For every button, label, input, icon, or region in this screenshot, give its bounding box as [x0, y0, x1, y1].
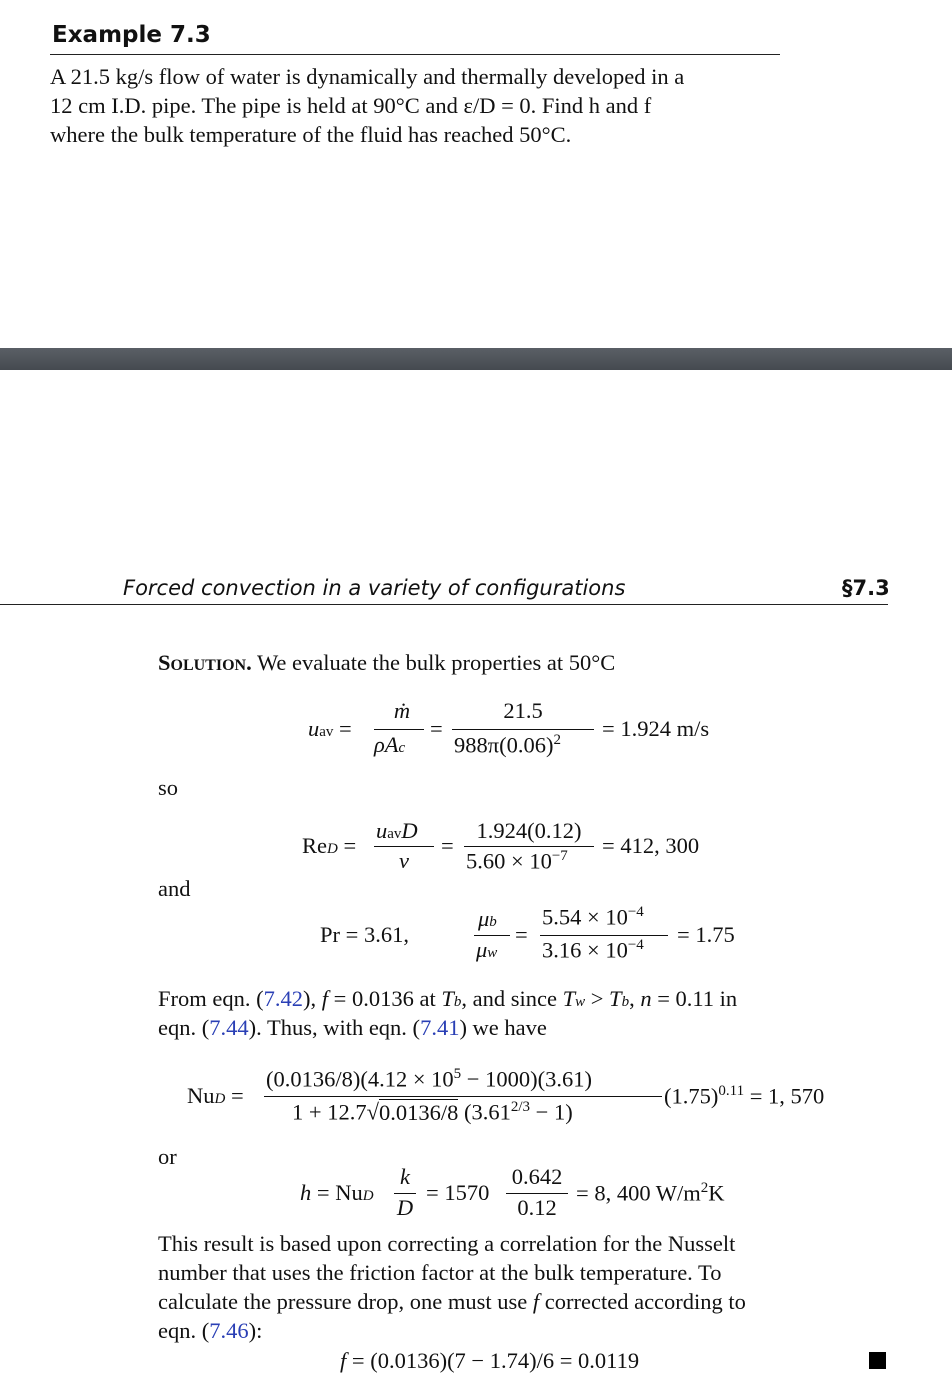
- pr-frac2-den: $3.16 \times 10^{-4}$: [542, 937, 644, 963]
- h-mid: = 1570: [426, 1180, 490, 1205]
- equation-f: f = (0.0136)(7 − 1.74)/6 = 0.0119: [340, 1348, 640, 1373]
- h-result: = 8, 400 $W/m^2K$: [576, 1180, 725, 1206]
- nu-lhs-sub: D: [214, 1091, 226, 1107]
- re-result: = 412, 300: [602, 833, 700, 858]
- nu-frac-bar: [264, 1096, 662, 1097]
- ref-eqn-7-41[interactable]: 7.41: [420, 1015, 460, 1040]
- re-frac2-num: 1.924(0.12): [476, 818, 582, 843]
- pr-equals: =: [515, 922, 528, 947]
- re-frac1-bar: [374, 846, 434, 847]
- nu-numerator: $(0.0136/8)(4.12 \times 10^5 - 1000)(3.61)$: [266, 1066, 592, 1092]
- uav-frac1-num: ṁ: [393, 698, 411, 723]
- word-and: and: [158, 876, 191, 901]
- header-rule: [0, 604, 888, 605]
- pr-frac1-num: μb: [478, 906, 497, 931]
- solution-intro-text: We evaluate the bulk properties at 50°C: [256, 650, 616, 675]
- nu-factor: $(1.75)^{0.11} = 1$, 570: [664, 1083, 825, 1109]
- uav-equals: =: [430, 716, 443, 741]
- h-frac2-den: 0.12: [517, 1195, 557, 1220]
- solution-intro: [158, 650, 615, 676]
- solution-label: Solution.: [158, 650, 252, 675]
- paragraph-2-line-2: number that uses the friction factor at the bulk temperature. To: [158, 1260, 722, 1285]
- re-equals: =: [441, 833, 454, 858]
- re-lhs: Re: [302, 833, 327, 858]
- re-frac1-num: uavD: [376, 818, 418, 843]
- sqrt-icon: √: [366, 1099, 379, 1125]
- pr-frac2-bar: [540, 935, 668, 936]
- h-frac2-num: 0.642: [511, 1164, 563, 1189]
- h-frac1-den: D: [396, 1195, 414, 1220]
- uav-lhs-sub: av: [319, 724, 334, 740]
- ref-eqn-7-46[interactable]: 7.46: [209, 1318, 249, 1343]
- uav-result: = 1.924 m/s: [602, 716, 710, 741]
- uav-lhs: u: [308, 716, 320, 741]
- word-so: so: [158, 775, 179, 800]
- re-lhs-sub: D: [327, 841, 338, 857]
- word-or: or: [158, 1144, 177, 1169]
- h-frac1-bar: [394, 1193, 416, 1194]
- uav-frac1-bar: [374, 729, 424, 730]
- nu-denominator: 1 + 12.7√0.0136/8 $(3.61^{2/3} - 1)$: [292, 1099, 573, 1125]
- paragraph-1-line-2: eqn. (7.44). Thus, with eqn. (7.41) we have: [158, 1015, 547, 1040]
- pr-value: Pr = 3.61,: [320, 922, 409, 947]
- example-title: Example 7.3: [52, 22, 211, 48]
- uav-frac1-den: ρAc: [374, 732, 406, 757]
- pr-frac1-bar: [474, 935, 510, 936]
- h-lhs: h: [300, 1180, 312, 1205]
- end-of-proof-icon: [869, 1352, 886, 1369]
- re-frac2-den: $5.60 \times 10^{-7}$: [466, 848, 568, 874]
- paragraph-1-line-1: From eqn. (7.42), f = 0.0136 at Tb, and since Tw > Tb, n = 0.11 in: [158, 986, 738, 1011]
- running-header-section: §7.3: [842, 576, 890, 600]
- page-break-band: [0, 348, 952, 370]
- pr-frac2-num: $5.54 \times 10^{-4}$: [542, 904, 644, 930]
- re-frac2-bar: [464, 846, 594, 847]
- nu-result: = 1, 570: [749, 1083, 825, 1109]
- paragraph-2-line-1: This result is based upon correcting a correlation for the Nusselt: [158, 1231, 736, 1256]
- ref-eqn-7-44[interactable]: 7.44: [209, 1015, 249, 1040]
- pr-result: = 1.75: [677, 922, 735, 947]
- nu-lhs: Nu: [187, 1083, 215, 1108]
- uav-frac2-num: 21.5: [503, 698, 543, 723]
- paragraph-2-line-4: eqn. (7.46):: [158, 1318, 263, 1343]
- example-line-1: A 21.5 kg/s flow of water is dynamically and thermally developed in a: [50, 64, 685, 89]
- uav-frac2-den: $988\pi(0.06)^2$: [454, 732, 561, 758]
- ref-eqn-7-42[interactable]: 7.42: [263, 986, 303, 1011]
- example-line-2: 12 cm I.D. pipe. The pipe is held at 90°C and ε/D = 0. Find h and f: [50, 93, 652, 118]
- re-frac1-den: ν: [399, 848, 409, 873]
- h-frac2-bar: [506, 1193, 568, 1194]
- paragraph-2-line-3: calculate the pressure drop, one must use f corrected according to: [158, 1289, 746, 1314]
- running-header-title: Forced convection in a variety of configurations: [123, 576, 626, 600]
- example-line-3: where the bulk temperature of the fluid has reached 50°C.: [50, 122, 572, 147]
- h-frac1-num: k: [400, 1164, 410, 1189]
- pr-frac1-den: μw: [476, 937, 498, 962]
- uav-frac2-bar: [452, 729, 594, 730]
- example-rule: [50, 54, 780, 55]
